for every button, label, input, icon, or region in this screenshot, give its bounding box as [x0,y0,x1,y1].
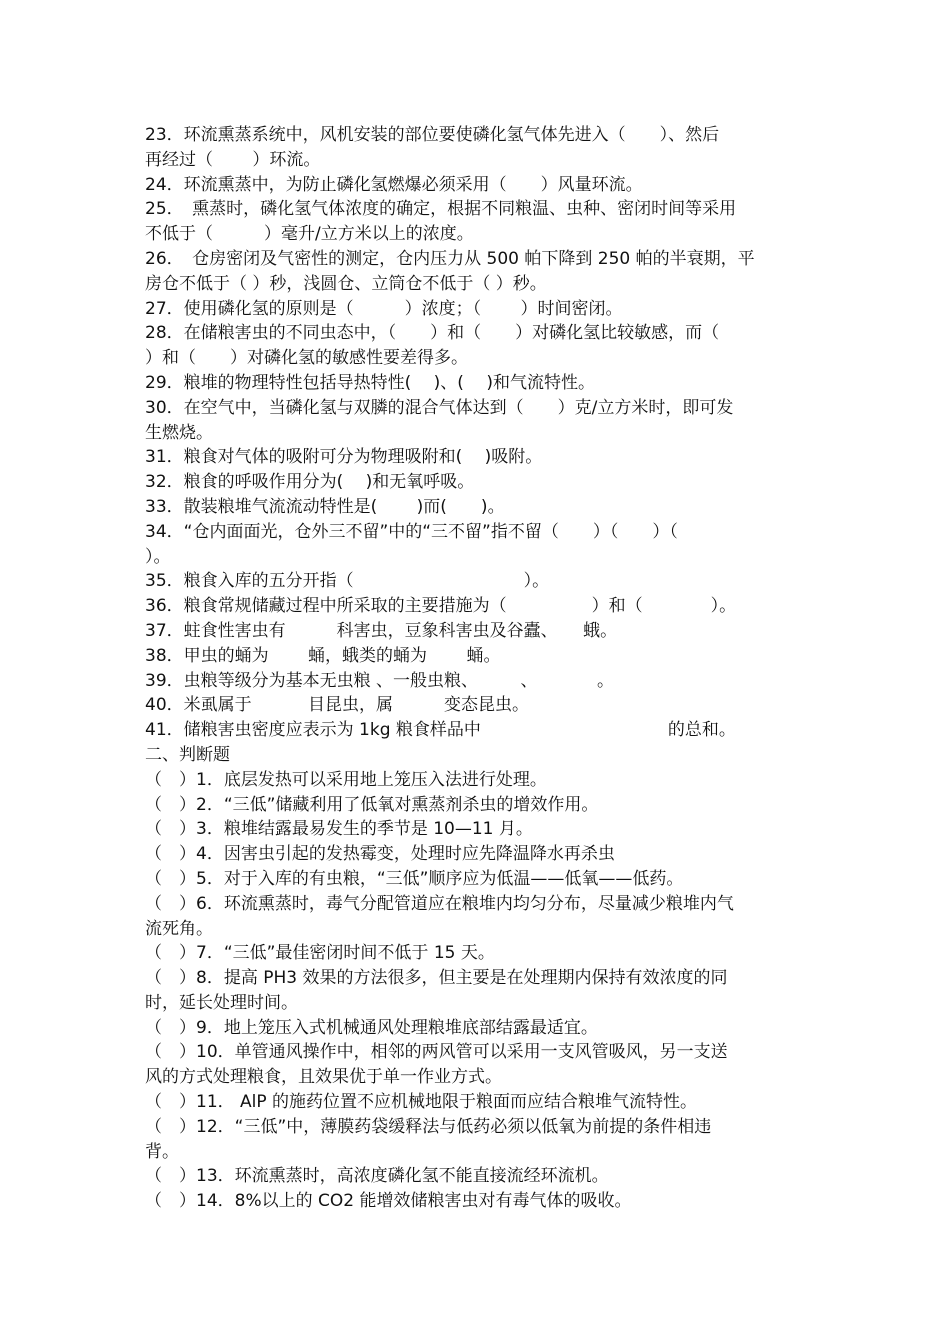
text-line: （ ）1．底层发热可以采用地上笼压入法进行处理。 [145,769,547,790]
text-line: 29．粮堆的物理特性包括导热特性( )、( )和气流特性。 [145,372,595,393]
text-line: 37．蛀食性害虫有 科害虫，豆象科害虫及谷蠹、 蛾。 [145,620,618,641]
text-line: 26． 仓房密闭及气密性的测定，仓内压力从 500 帕下降到 250 帕的半衰期，平 [145,248,755,269]
text-line: （ ）10．单管通风操作中，相邻的两风管可以采用一支风管吸风，另一支送 [145,1042,728,1063]
text-line: 生燃烧。 [145,422,213,443]
text-line: （ ）2．“三低”储藏利用了低氧对熏蒸剂杀虫的增效作用。 [145,794,599,815]
text-line: （ ）11． AlP 的施药位置不应机械地限于粮面而应结合粮堆气流特性。 [145,1092,698,1113]
text-line: 40．米虱属于 目昆虫，属 变态昆虫。 [145,695,530,716]
text-line: 房仓不低于（ ）秒，浅圆仓、立筒仓不低于（ ）秒。 [145,273,547,294]
text-line: 背。 [145,1141,179,1162]
text-line: （ ）6．环流熏蒸时，毒气分配管道应在粮堆内均匀分布，尽量减少粮堆内气 [145,893,734,914]
text-line: 33．散装粮堆气流流动特性是( )而( )。 [145,496,505,517]
text-line: 39．虫粮等级分为基本无虫粮 、一般虫粮、 、 。 [145,670,615,691]
text-line: （ ）13．环流熏蒸时，高浓度磷化氢不能直接流经环流机。 [145,1166,609,1187]
document-body [145,123,810,1214]
text-line: （ ）9．地上笼压入式机械通风处理粮堆底部结露最适宜。 [145,1017,598,1038]
text-line: 24．环流熏蒸中，为防止磷化氢燃爆必须采用（ ）风量环流。 [145,174,643,195]
text-line: （ ）14．8%以上的 CO2 能增效储粮害虫对有毒气体的吸收。 [145,1191,632,1212]
text-line: （ ）3．粮堆结露最易发生的季节是 10—11 月。 [145,819,533,840]
text-line: 27．使用磷化氢的原则是（ ）浓度；（ ）时间密闭。 [145,298,623,319]
text-line: 28．在储粮害虫的不同虫态中，（ ）和（ ）对磷化氢比较敏感，而（ [145,323,720,344]
text-line: 32．粮食的呼吸作用分为( )和无氧呼吸。 [145,472,475,493]
text-line: 风的方式处理粮食，且效果优于单一作业方式。 [145,1067,502,1088]
text-line: 不低于（ ）毫升/立方米以上的浓度。 [145,224,474,245]
text-line: 41．储粮害虫密度应表示为 1kg 粮食样品中 的总和。 [145,720,736,741]
text-line: 时，延长处理时间。 [145,992,298,1013]
text-line: （ ）7．“三低”最佳密闭时间不低于 15 天。 [145,943,495,964]
text-line: （ ）12．“三低”中，薄膜药袋缓释法与低药必须以低氧为前提的条件相违 [145,1116,712,1137]
text-line: 再经过（ ）环流。 [145,149,321,170]
text-line: ）。 [145,546,171,567]
text-line: （ ）4．因害虫引起的发热霉变，处理时应先降温降水再杀虫 [145,844,615,865]
text-line: 流死角。 [145,918,213,939]
text-line: 30．在空气中，当磷化氢与双膦的混合气体达到（ ）克/立方米时，即可发 [145,397,734,418]
text-line: 23．环流熏蒸系统中，风机安装的部位要使磷化氢气体先进入（ ）、然后 [145,125,720,145]
text-line: 25． 熏蒸时，磷化氢气体浓度的确定，根据不同粮温、虫种、密闭时间等采用 [145,199,737,220]
text-line: 31．粮食对气体的吸附可分为物理吸附和( )吸附。 [145,447,543,468]
text-line: ）和（ ）对磷化氢的敏感性要差得多。 [145,348,468,369]
section-heading: 二、判断题 [145,744,230,765]
text-line: 38．甲虫的蛹为 蛹，蛾类的蛹为 蛹。 [145,645,501,666]
text-line: 34．“仓内面面光，仓外三不留”中的“三不留”指不留（ ）（ ）（ [145,521,678,542]
text-line: 35．粮食入库的五分开指（ ）。 [145,571,550,592]
text-line: 36．粮食常规储藏过程中所采取的主要措施为（ ）和（ ）。 [145,596,737,617]
text-line: （ ）5．对于入库的有虫粮，“三低”顺序应为低温——低氧——低药。 [145,868,684,889]
text-line: （ ）8．提高 PH3 效果的方法很多，但主要是在处理期内保持有效浓度的同 [145,968,728,989]
